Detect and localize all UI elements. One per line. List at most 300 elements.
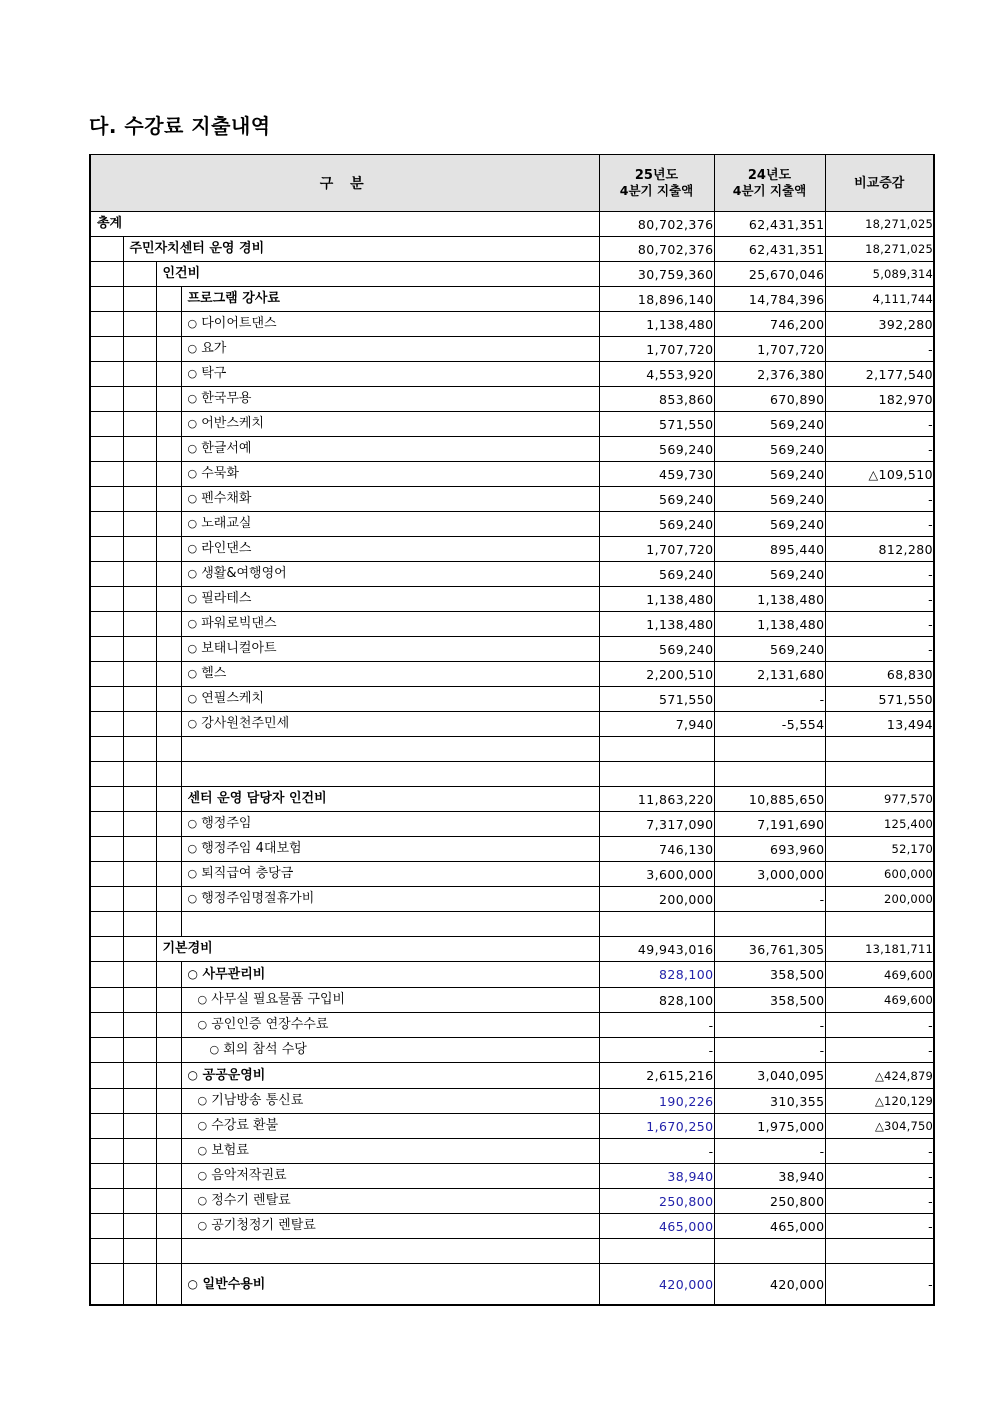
indent-cell — [123, 512, 156, 537]
value-2025: 2,615,216 — [599, 1063, 714, 1089]
bullet-small-icon: ○ — [197, 993, 208, 1006]
table-row — [90, 462, 934, 487]
value-2025: 571,550 — [599, 412, 714, 437]
indent-cell — [156, 837, 181, 862]
row-label — [181, 462, 599, 487]
value-2025: 465,000 — [599, 1214, 714, 1239]
bullet-small-icon: ○ — [187, 842, 198, 855]
bullet-small-icon: ○ — [187, 317, 198, 330]
value-2024: 310,355 — [714, 1089, 825, 1114]
indent-cell — [156, 912, 181, 937]
row-label — [181, 837, 599, 862]
table-row — [90, 962, 934, 988]
indent-cell — [156, 1114, 181, 1139]
bullet-small-icon: ○ — [187, 717, 198, 730]
indent-cell — [156, 1089, 181, 1114]
row-label-text: 연필스케치 — [201, 691, 265, 706]
indent-cell — [90, 1264, 123, 1306]
indent-cell — [123, 487, 156, 512]
bullet-small-icon: ○ — [187, 617, 198, 630]
table-row — [90, 988, 934, 1013]
value-2025: 38,940 — [599, 1164, 714, 1189]
value-2024: - — [714, 687, 825, 712]
indent-cell — [156, 1164, 181, 1189]
row-label — [90, 212, 599, 237]
row-label — [123, 237, 599, 262]
indent-cell — [90, 988, 123, 1013]
indent-cell — [156, 337, 181, 362]
row-label — [181, 1063, 599, 1089]
value-2025: 569,240 — [599, 512, 714, 537]
value-2024: - — [714, 1038, 825, 1063]
indent-cell — [123, 1164, 156, 1189]
table-row — [90, 837, 934, 862]
indent-cell — [90, 1089, 123, 1114]
indent-cell — [90, 437, 123, 462]
value-2024: 2,376,380 — [714, 362, 825, 387]
value-2024 — [714, 762, 825, 787]
header-col-2024-year: 24년도 — [747, 168, 792, 183]
row-label-text: 탁구 — [201, 366, 227, 381]
row-label — [181, 437, 599, 462]
value-2025: - — [599, 1038, 714, 1063]
row-label-text: 행정주임명절휴가비 — [201, 891, 315, 906]
row-label-text: 행정주임 — [201, 816, 252, 831]
bullet-small-icon: ○ — [197, 1094, 208, 1107]
value-2024: 7,191,690 — [714, 812, 825, 837]
value-2024: 420,000 — [714, 1264, 825, 1306]
value-2025: 80,702,376 — [599, 237, 714, 262]
row-label — [181, 1239, 599, 1264]
row-label-text: 헬스 — [201, 666, 227, 681]
indent-cell — [90, 262, 123, 287]
value-2024: 36,761,305 — [714, 937, 825, 962]
indent-cell — [123, 662, 156, 687]
value-diff: - — [825, 337, 934, 362]
row-label — [181, 1089, 599, 1114]
table-row — [90, 412, 934, 437]
row-label-text: 퇴직급여 충당금 — [201, 866, 294, 881]
bullet-small-icon: ○ — [187, 467, 198, 480]
indent-cell — [90, 587, 123, 612]
value-2024: 10,885,650 — [714, 787, 825, 812]
indent-cell — [123, 337, 156, 362]
table-row — [90, 862, 934, 887]
indent-cell — [90, 1013, 123, 1038]
indent-cell — [123, 988, 156, 1013]
row-label — [181, 912, 599, 937]
value-2024: 38,940 — [714, 1164, 825, 1189]
indent-cell — [123, 812, 156, 837]
table-row — [90, 662, 934, 687]
indent-cell — [156, 287, 181, 312]
value-diff: 125,400 — [825, 812, 934, 837]
indent-cell — [90, 1114, 123, 1139]
row-label-text: 수묵화 — [201, 466, 239, 481]
value-diff: - — [825, 1164, 934, 1189]
table-row — [90, 1063, 934, 1089]
bullet-small-icon: ○ — [187, 817, 198, 830]
indent-cell — [123, 762, 156, 787]
indent-cell — [90, 962, 123, 988]
bullet-small-icon: ○ — [209, 1043, 220, 1056]
indent-cell — [123, 362, 156, 387]
row-label-text: 보태니컬아트 — [201, 641, 277, 656]
indent-cell — [123, 962, 156, 988]
value-2025: 11,863,220 — [599, 787, 714, 812]
table-row — [90, 1013, 934, 1038]
value-2025: 569,240 — [599, 487, 714, 512]
indent-cell — [90, 1164, 123, 1189]
bullet-small-icon: ○ — [197, 1018, 208, 1031]
indent-cell — [123, 587, 156, 612]
value-2025: 828,100 — [599, 962, 714, 988]
indent-cell — [156, 887, 181, 912]
value-2024: 62,431,351 — [714, 237, 825, 262]
row-label — [181, 787, 599, 812]
value-diff: - — [825, 1013, 934, 1038]
value-diff: - — [825, 437, 934, 462]
row-label — [181, 1214, 599, 1239]
indent-cell — [156, 387, 181, 412]
indent-cell — [90, 512, 123, 537]
row-label — [181, 887, 599, 912]
value-2024: 670,890 — [714, 387, 825, 412]
value-2025: 571,550 — [599, 687, 714, 712]
indent-cell — [156, 787, 181, 812]
row-label — [181, 1013, 599, 1038]
value-diff: 182,970 — [825, 387, 934, 412]
indent-cell — [90, 737, 123, 762]
indent-cell — [90, 1063, 123, 1089]
indent-cell — [156, 1013, 181, 1038]
table-row — [90, 387, 934, 412]
table-row — [90, 737, 934, 762]
row-label-text: 주민자치센터 운영 경비 — [129, 241, 265, 256]
value-2025: 30,759,360 — [599, 262, 714, 287]
table-row — [90, 787, 934, 812]
value-2025 — [599, 762, 714, 787]
value-diff: - — [825, 1264, 934, 1306]
bullet-small-icon: ○ — [187, 367, 198, 380]
row-label-text: 요가 — [201, 341, 227, 356]
row-label — [156, 262, 599, 287]
indent-cell — [90, 862, 123, 887]
row-label-text: 행정주임 4대보험 — [201, 841, 302, 856]
indent-cell — [156, 362, 181, 387]
indent-cell — [156, 712, 181, 737]
row-label-text: 사무실 필요물품 구입비 — [211, 992, 346, 1007]
value-diff: - — [825, 487, 934, 512]
value-2025: 190,226 — [599, 1089, 714, 1114]
indent-cell — [123, 562, 156, 587]
table-row — [90, 1214, 934, 1239]
indent-cell — [90, 787, 123, 812]
table-row — [90, 1164, 934, 1189]
value-diff — [825, 1239, 934, 1264]
table-row — [90, 237, 934, 262]
row-label — [181, 812, 599, 837]
value-2025: 49,943,016 — [599, 937, 714, 962]
indent-cell — [156, 962, 181, 988]
value-diff — [825, 762, 934, 787]
value-2025: 459,730 — [599, 462, 714, 487]
row-label — [181, 287, 599, 312]
bullet-small-icon: ○ — [187, 867, 198, 880]
indent-cell — [123, 887, 156, 912]
indent-cell — [123, 912, 156, 937]
row-label-text: 파워로빅댄스 — [201, 616, 277, 631]
indent-cell — [90, 237, 123, 262]
indent-cell — [123, 1089, 156, 1114]
indent-cell — [90, 637, 123, 662]
row-label-text: 강사원천주민세 — [201, 716, 290, 731]
indent-cell — [90, 487, 123, 512]
table-row — [90, 312, 934, 337]
row-label-text: 기본경비 — [162, 941, 213, 956]
table-row — [90, 362, 934, 387]
indent-cell — [156, 1038, 181, 1063]
value-2025: 250,800 — [599, 1189, 714, 1214]
table-row — [90, 612, 934, 637]
value-2025: 1,707,720 — [599, 337, 714, 362]
indent-cell — [90, 1239, 123, 1264]
indent-cell — [123, 1214, 156, 1239]
row-label — [181, 862, 599, 887]
row-label — [181, 412, 599, 437]
value-2025: 569,240 — [599, 637, 714, 662]
row-label — [181, 337, 599, 362]
value-2024: 3,000,000 — [714, 862, 825, 887]
indent-cell — [156, 1139, 181, 1164]
bullet-large-icon: ○ — [187, 1276, 198, 1291]
indent-cell — [90, 287, 123, 312]
indent-cell — [90, 562, 123, 587]
value-2024: 569,240 — [714, 562, 825, 587]
row-label-text: 한글서예 — [201, 441, 252, 456]
indent-cell — [123, 712, 156, 737]
indent-cell — [123, 1189, 156, 1214]
value-2025: 1,138,480 — [599, 612, 714, 637]
indent-cell — [156, 1189, 181, 1214]
row-label-text: 생활&여행영어 — [201, 566, 287, 581]
row-label-text: 정수기 렌탈료 — [211, 1193, 291, 1208]
value-2024: -5,554 — [714, 712, 825, 737]
value-diff: 13,494 — [825, 712, 934, 737]
table-row — [90, 287, 934, 312]
row-label-text: 어반스케치 — [201, 416, 265, 431]
indent-cell — [90, 912, 123, 937]
value-2024: 1,138,480 — [714, 612, 825, 637]
value-2024: 1,707,720 — [714, 337, 825, 362]
value-diff: - — [825, 1189, 934, 1214]
indent-cell — [90, 712, 123, 737]
indent-cell — [90, 612, 123, 637]
value-diff: 68,830 — [825, 662, 934, 687]
value-diff: 18,271,025 — [825, 212, 934, 237]
row-label — [181, 387, 599, 412]
value-2025: 1,670,250 — [599, 1114, 714, 1139]
table-row — [90, 1114, 934, 1139]
row-label-text: 사무관리비 — [202, 967, 266, 982]
indent-cell — [123, 737, 156, 762]
value-2024 — [714, 912, 825, 937]
row-label-text: 공공운영비 — [202, 1068, 266, 1083]
value-diff: - — [825, 587, 934, 612]
row-label-text: 공기청정기 렌탈료 — [211, 1218, 316, 1233]
table-row — [90, 937, 934, 962]
bullet-small-icon: ○ — [197, 1219, 208, 1232]
row-label — [181, 537, 599, 562]
table-row — [90, 687, 934, 712]
table-row — [90, 1038, 934, 1063]
value-2025: 7,940 — [599, 712, 714, 737]
table-row — [90, 487, 934, 512]
indent-cell — [90, 812, 123, 837]
table-row — [90, 437, 934, 462]
indent-cell — [156, 637, 181, 662]
value-2024: 895,440 — [714, 537, 825, 562]
bullet-small-icon: ○ — [187, 542, 198, 555]
table-row — [90, 337, 934, 362]
indent-cell — [156, 487, 181, 512]
bullet-small-icon: ○ — [187, 392, 198, 405]
value-2024: 1,138,480 — [714, 587, 825, 612]
indent-cell — [123, 312, 156, 337]
indent-cell — [123, 537, 156, 562]
row-label — [181, 562, 599, 587]
indent-cell — [90, 887, 123, 912]
row-label — [181, 988, 599, 1013]
table-row — [90, 562, 934, 587]
header-col-2025 — [599, 155, 714, 212]
value-diff: 4,111,744 — [825, 287, 934, 312]
value-2025: 828,100 — [599, 988, 714, 1013]
value-diff: 469,600 — [825, 988, 934, 1013]
row-label — [181, 762, 599, 787]
value-2025: 4,553,920 — [599, 362, 714, 387]
bullet-small-icon: ○ — [197, 1144, 208, 1157]
bullet-small-icon: ○ — [187, 667, 198, 680]
indent-cell — [123, 1239, 156, 1264]
indent-cell — [90, 412, 123, 437]
indent-cell — [156, 737, 181, 762]
header-gubun: 구 분 — [90, 155, 599, 212]
bullet-small-icon: ○ — [187, 892, 198, 905]
bullet-large-icon: ○ — [187, 967, 198, 981]
indent-cell — [123, 287, 156, 312]
bullet-small-icon: ○ — [187, 592, 198, 605]
indent-cell — [123, 937, 156, 962]
header-col-diff: 비교증감 — [825, 155, 934, 212]
indent-cell — [123, 612, 156, 637]
indent-cell — [123, 687, 156, 712]
indent-cell — [156, 612, 181, 637]
indent-cell — [156, 812, 181, 837]
value-2024: 569,240 — [714, 512, 825, 537]
value-2024: 25,670,046 — [714, 262, 825, 287]
indent-cell — [90, 1214, 123, 1239]
row-label — [181, 1264, 599, 1306]
bullet-small-icon: ○ — [187, 567, 198, 580]
indent-cell — [90, 687, 123, 712]
value-diff: - — [825, 612, 934, 637]
indent-cell — [123, 1038, 156, 1063]
indent-cell — [123, 1139, 156, 1164]
indent-cell — [156, 537, 181, 562]
row-label-text: 라인댄스 — [201, 541, 252, 556]
value-2024: 569,240 — [714, 462, 825, 487]
row-label-text: 펜수채화 — [201, 491, 252, 506]
row-label-text: 수강료 환불 — [211, 1118, 279, 1133]
table-row — [90, 887, 934, 912]
value-2024: - — [714, 887, 825, 912]
row-label-text: 기남방송 통신료 — [211, 1093, 304, 1108]
table-row — [90, 637, 934, 662]
row-label-text: 일반수용비 — [202, 1276, 266, 1292]
row-label — [181, 487, 599, 512]
row-label — [181, 712, 599, 737]
indent-cell — [156, 1063, 181, 1089]
value-2024: - — [714, 1139, 825, 1164]
table-row — [90, 712, 934, 737]
row-label — [181, 1038, 599, 1063]
value-diff: - — [825, 412, 934, 437]
indent-cell — [123, 387, 156, 412]
table-row — [90, 512, 934, 537]
value-diff: 52,170 — [825, 837, 934, 862]
table-row — [90, 912, 934, 937]
value-diff: △109,510 — [825, 462, 934, 487]
value-2024: 250,800 — [714, 1189, 825, 1214]
value-diff — [825, 737, 934, 762]
row-label-text: 필라테스 — [201, 591, 252, 606]
row-label — [181, 662, 599, 687]
row-label — [181, 1114, 599, 1139]
value-2025: 1,138,480 — [599, 312, 714, 337]
bullet-small-icon: ○ — [197, 1119, 208, 1132]
indent-cell — [123, 787, 156, 812]
row-label-text: 프로그램 강사료 — [187, 291, 280, 306]
table-row — [90, 1264, 934, 1306]
value-2024: 569,240 — [714, 412, 825, 437]
value-2025: 3,600,000 — [599, 862, 714, 887]
indent-cell — [90, 937, 123, 962]
value-2025 — [599, 737, 714, 762]
indent-cell — [156, 862, 181, 887]
expenditure-table — [89, 154, 935, 1306]
table-row — [90, 1089, 934, 1114]
indent-cell — [90, 837, 123, 862]
indent-cell — [123, 1114, 156, 1139]
value-2024 — [714, 737, 825, 762]
value-2025: - — [599, 1139, 714, 1164]
row-label-text: 총계 — [97, 216, 123, 231]
table-row — [90, 587, 934, 612]
indent-cell — [156, 462, 181, 487]
value-diff: 977,570 — [825, 787, 934, 812]
header-col-2024 — [714, 155, 825, 212]
table-row — [90, 1239, 934, 1264]
indent-cell — [156, 687, 181, 712]
bullet-small-icon: ○ — [197, 1169, 208, 1182]
row-label-text: 회의 참석 수당 — [223, 1042, 307, 1057]
value-diff: 13,181,711 — [825, 937, 934, 962]
value-2025: 1,707,720 — [599, 537, 714, 562]
value-diff: - — [825, 1214, 934, 1239]
indent-cell — [123, 637, 156, 662]
indent-cell — [156, 312, 181, 337]
